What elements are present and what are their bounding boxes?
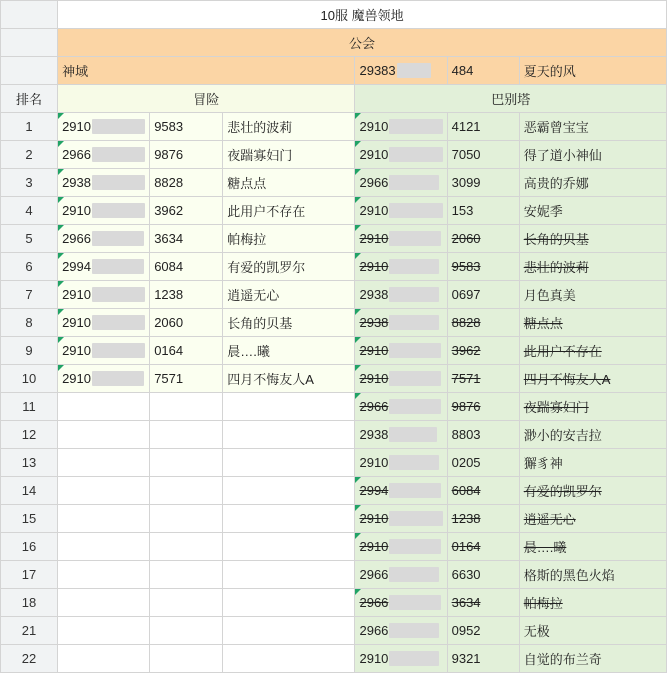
player-id-suffix[interactable]: 7571 <box>150 365 223 393</box>
empty-cell[interactable] <box>223 589 355 617</box>
guild-band-label: 公会 <box>58 29 667 57</box>
player-name[interactable]: 逍遥无心 <box>519 505 666 533</box>
player-id-suffix[interactable]: 3099 <box>447 169 519 197</box>
rank-cell[interactable]: 8 <box>1 309 58 337</box>
header-adventure: 冒险 <box>58 85 355 113</box>
player-id-prefix-cell[interactable] <box>355 533 447 561</box>
row-header-blank-2[interactable] <box>1 57 58 85</box>
player-id-prefix-cell[interactable] <box>58 113 150 141</box>
player-name[interactable]: 晨….曦 <box>223 337 355 365</box>
player-id-suffix[interactable]: 9876 <box>150 141 223 169</box>
player-id-prefix: 2966 <box>62 147 91 162</box>
player-id-prefix: 2910 <box>62 371 91 386</box>
column-header-row <box>1 85 667 113</box>
empty-cell[interactable] <box>150 645 223 673</box>
player-id-prefix: 2994 <box>359 483 389 498</box>
player-id-suffix[interactable]: 1238 <box>150 281 223 309</box>
redacted-block <box>389 315 439 330</box>
table-row[interactable] <box>1 561 667 589</box>
player-id-suffix[interactable]: 3962 <box>150 197 223 225</box>
guild-id-prefix: 29383 <box>359 63 396 78</box>
table-row[interactable] <box>1 533 667 561</box>
player-name[interactable]: 夜踹寡妇门 <box>223 141 355 169</box>
player-name[interactable]: 长角的贝基 <box>223 309 355 337</box>
rank-cell[interactable]: 17 <box>1 561 58 589</box>
redacted-block <box>389 455 439 470</box>
redacted-block <box>389 595 441 610</box>
player-id-prefix-cell[interactable] <box>355 141 447 169</box>
player-id-suffix[interactable]: 7050 <box>447 141 519 169</box>
player-id-prefix-cell[interactable] <box>58 253 150 281</box>
player-name[interactable]: 自觉的布兰奇 <box>519 645 666 673</box>
player-id-prefix: 2910 <box>62 287 91 302</box>
table-row[interactable] <box>1 449 667 477</box>
player-name[interactable]: 安妮季 <box>519 197 666 225</box>
redacted-block <box>389 651 439 666</box>
player-id-suffix[interactable]: 0205 <box>447 449 519 477</box>
redacted-block <box>389 399 441 414</box>
redacted-block <box>389 427 437 442</box>
guild-info-row <box>1 57 667 85</box>
player-id-suffix[interactable]: 0164 <box>447 533 519 561</box>
header-rank: 排名 <box>1 85 58 113</box>
player-id-prefix-cell[interactable] <box>58 169 150 197</box>
player-id-suffix[interactable]: 6084 <box>447 477 519 505</box>
redacted-block <box>92 315 145 330</box>
player-id-prefix-cell[interactable] <box>355 253 447 281</box>
player-id-prefix-cell[interactable] <box>355 561 447 589</box>
player-id-prefix-cell[interactable] <box>355 225 447 253</box>
redacted-block <box>92 119 145 134</box>
redacted-block <box>397 63 431 78</box>
player-id-suffix[interactable]: 6630 <box>447 561 519 589</box>
player-id-prefix: 2910 <box>359 119 389 134</box>
player-id-prefix: 2910 <box>359 651 389 666</box>
player-id-prefix-cell[interactable] <box>355 393 447 421</box>
player-id-prefix: 2938 <box>62 175 91 190</box>
empty-cell[interactable] <box>150 421 223 449</box>
guild-name: 神域 <box>58 57 355 85</box>
player-id-prefix-cell[interactable] <box>58 337 150 365</box>
table-row[interactable] <box>1 253 667 281</box>
player-id-prefix: 2966 <box>359 567 389 582</box>
player-id-prefix: 2938 <box>359 427 389 442</box>
player-name[interactable]: 夜踹寡妇门 <box>519 393 666 421</box>
table-row[interactable] <box>1 113 667 141</box>
table-row[interactable] <box>1 421 667 449</box>
player-name[interactable]: 四月不悔友人A <box>519 365 666 393</box>
rank-cell[interactable]: 5 <box>1 225 58 253</box>
redacted-block <box>92 175 145 190</box>
player-id-prefix-cell[interactable] <box>355 617 447 645</box>
redacted-block <box>92 203 145 218</box>
player-id-prefix: 2910 <box>359 343 389 358</box>
empty-cell[interactable] <box>223 449 355 477</box>
rank-cell[interactable]: 9 <box>1 337 58 365</box>
player-name[interactable]: 帕梅拉 <box>519 589 666 617</box>
redacted-block <box>389 511 442 526</box>
empty-cell[interactable] <box>58 533 150 561</box>
redacted-block <box>92 231 144 246</box>
empty-cell[interactable] <box>58 505 150 533</box>
rank-cell[interactable]: 13 <box>1 449 58 477</box>
player-id-prefix: 2910 <box>62 119 91 134</box>
rank-cell[interactable]: 22 <box>1 645 58 673</box>
redacted-block <box>389 483 441 498</box>
player-name[interactable]: 帕梅拉 <box>223 225 355 253</box>
empty-cell[interactable] <box>223 477 355 505</box>
player-id-prefix: 2966 <box>359 175 389 190</box>
player-name[interactable]: 有爱的凯罗尔 <box>223 253 355 281</box>
empty-cell[interactable] <box>150 449 223 477</box>
redacted-block <box>92 147 145 162</box>
player-id-suffix[interactable]: 8828 <box>150 169 223 197</box>
guild-id <box>355 57 447 85</box>
player-id-prefix: 2966 <box>62 231 91 246</box>
table-row[interactable] <box>1 309 667 337</box>
player-id-prefix-cell[interactable] <box>355 477 447 505</box>
player-id-prefix: 2910 <box>359 203 389 218</box>
player-id-prefix-cell[interactable] <box>355 589 447 617</box>
redacted-block <box>389 623 439 638</box>
rank-cell[interactable]: 11 <box>1 393 58 421</box>
empty-cell[interactable] <box>223 505 355 533</box>
player-id-prefix: 2938 <box>359 287 389 302</box>
empty-cell[interactable] <box>223 561 355 589</box>
player-id-prefix-cell[interactable] <box>355 505 447 533</box>
redacted-block <box>389 567 439 582</box>
player-name[interactable]: 糖点点 <box>519 309 666 337</box>
empty-cell[interactable] <box>58 477 150 505</box>
rank-cell[interactable]: 15 <box>1 505 58 533</box>
empty-cell[interactable] <box>58 561 150 589</box>
player-name[interactable]: 得了道小神仙 <box>519 141 666 169</box>
empty-cell[interactable] <box>223 421 355 449</box>
empty-cell[interactable] <box>58 449 150 477</box>
player-id-prefix: 2966 <box>359 595 389 610</box>
table-row[interactable] <box>1 477 667 505</box>
empty-cell[interactable] <box>223 645 355 673</box>
rank-cell[interactable]: 1 <box>1 113 58 141</box>
table-row[interactable] <box>1 225 667 253</box>
header-tower: 巴别塔 <box>355 85 667 113</box>
player-id-suffix[interactable]: 2060 <box>150 309 223 337</box>
redacted-block <box>92 259 144 274</box>
redacted-block <box>389 231 441 246</box>
table-row[interactable] <box>1 337 667 365</box>
corner-cell[interactable] <box>1 1 58 29</box>
player-name[interactable]: 晨….曦 <box>519 533 666 561</box>
redacted-block <box>389 343 441 358</box>
player-id-prefix-cell[interactable] <box>58 197 150 225</box>
player-id-prefix: 2994 <box>62 259 91 274</box>
player-id-prefix: 2966 <box>359 623 389 638</box>
row-header-blank[interactable] <box>1 29 58 57</box>
player-id-prefix: 2910 <box>359 259 389 274</box>
player-id-suffix[interactable]: 2060 <box>447 225 519 253</box>
redacted-block <box>389 539 441 554</box>
empty-cell[interactable] <box>223 617 355 645</box>
player-id-prefix: 2910 <box>62 203 91 218</box>
table-row[interactable] <box>1 617 667 645</box>
player-id-prefix-cell[interactable] <box>355 449 447 477</box>
player-id-prefix-cell[interactable] <box>355 337 447 365</box>
player-name[interactable]: 渺小的安吉拉 <box>519 421 666 449</box>
player-name[interactable]: 格斯的黑色火焰 <box>519 561 666 589</box>
player-id-suffix[interactable]: 8803 <box>447 421 519 449</box>
player-id-prefix: 2910 <box>359 147 389 162</box>
rank-cell[interactable]: 21 <box>1 617 58 645</box>
redacted-block <box>92 371 144 386</box>
player-id-prefix-cell[interactable] <box>355 281 447 309</box>
rank-cell[interactable]: 4 <box>1 197 58 225</box>
guild-band-row <box>1 29 667 57</box>
player-name[interactable]: 长角的贝基 <box>519 225 666 253</box>
player-id-suffix[interactable]: 3962 <box>447 337 519 365</box>
player-id-suffix[interactable]: 9321 <box>447 645 519 673</box>
rank-cell[interactable]: 18 <box>1 589 58 617</box>
player-id-suffix[interactable]: 6084 <box>150 253 223 281</box>
player-id-prefix-cell[interactable] <box>58 225 150 253</box>
player-id-prefix-cell[interactable] <box>355 197 447 225</box>
empty-cell[interactable] <box>150 393 223 421</box>
player-id-prefix: 2910 <box>62 315 91 330</box>
table-row[interactable] <box>1 141 667 169</box>
redacted-block <box>389 287 439 302</box>
player-id-suffix[interactable]: 9876 <box>447 393 519 421</box>
table-row[interactable] <box>1 281 667 309</box>
player-id-prefix: 2910 <box>359 455 389 470</box>
empty-cell[interactable] <box>150 533 223 561</box>
player-id-suffix[interactable]: 153 <box>447 197 519 225</box>
player-name[interactable]: 四月不悔友人A <box>223 365 355 393</box>
player-name[interactable]: 逍遥无心 <box>223 281 355 309</box>
table-row[interactable] <box>1 505 667 533</box>
rank-cell[interactable]: 6 <box>1 253 58 281</box>
player-name[interactable]: 恶霸曾宝宝 <box>519 113 666 141</box>
player-name[interactable]: 月色真美 <box>519 281 666 309</box>
redacted-block <box>92 287 145 302</box>
player-name[interactable]: 此用户不存在 <box>223 197 355 225</box>
player-id-prefix-cell[interactable] <box>355 309 447 337</box>
player-name[interactable]: 无极 <box>519 617 666 645</box>
empty-cell[interactable] <box>58 645 150 673</box>
table-row[interactable] <box>1 589 667 617</box>
player-name[interactable]: 高贵的乔娜 <box>519 169 666 197</box>
redacted-block <box>92 343 145 358</box>
table-row[interactable] <box>1 393 667 421</box>
rank-cell[interactable]: 12 <box>1 421 58 449</box>
player-id-prefix-cell[interactable] <box>355 113 447 141</box>
player-id-prefix-cell[interactable] <box>355 365 447 393</box>
rank-cell[interactable]: 10 <box>1 365 58 393</box>
player-id-prefix: 2910 <box>359 511 389 526</box>
player-id-suffix[interactable]: 0697 <box>447 281 519 309</box>
player-id-prefix-cell[interactable] <box>355 169 447 197</box>
player-id-prefix: 2910 <box>359 371 389 386</box>
empty-cell[interactable] <box>150 505 223 533</box>
guild-owner: 夏天的风 <box>519 57 666 85</box>
redacted-block <box>389 119 442 134</box>
player-id-prefix-cell[interactable] <box>58 141 150 169</box>
sheet-title: 10服 魔兽领地 <box>58 1 667 29</box>
rank-cell[interactable]: 3 <box>1 169 58 197</box>
player-name[interactable]: 悲壮的波莉 <box>519 253 666 281</box>
player-id-suffix[interactable]: 9583 <box>150 113 223 141</box>
empty-cell[interactable] <box>150 617 223 645</box>
player-id-prefix: 2910 <box>359 539 389 554</box>
player-id-suffix[interactable]: 1238 <box>447 505 519 533</box>
player-id-suffix[interactable]: 4121 <box>447 113 519 141</box>
redacted-block <box>389 371 441 386</box>
player-name[interactable]: 有爱的凯罗尔 <box>519 477 666 505</box>
player-id-prefix-cell[interactable] <box>58 281 150 309</box>
title-row <box>1 1 667 29</box>
rank-cell[interactable]: 14 <box>1 477 58 505</box>
player-id-prefix: 2966 <box>359 399 389 414</box>
empty-cell[interactable] <box>150 477 223 505</box>
table-row[interactable] <box>1 365 667 393</box>
player-id-suffix[interactable]: 0164 <box>150 337 223 365</box>
empty-cell[interactable] <box>58 617 150 645</box>
table-row[interactable] <box>1 197 667 225</box>
rank-cell[interactable]: 7 <box>1 281 58 309</box>
player-id-prefix-cell[interactable] <box>58 365 150 393</box>
table-row[interactable] <box>1 169 667 197</box>
player-id-prefix: 2910 <box>359 231 389 246</box>
empty-cell[interactable] <box>223 393 355 421</box>
player-id-prefix-cell[interactable] <box>355 421 447 449</box>
rank-cell[interactable]: 16 <box>1 533 58 561</box>
empty-cell[interactable] <box>223 533 355 561</box>
rank-cell[interactable]: 2 <box>1 141 58 169</box>
empty-cell[interactable] <box>58 589 150 617</box>
guild-number: 484 <box>447 57 519 85</box>
player-id-suffix[interactable]: 3634 <box>150 225 223 253</box>
player-name[interactable]: 此用户不存在 <box>519 337 666 365</box>
player-id-suffix[interactable]: 0952 <box>447 617 519 645</box>
empty-cell[interactable] <box>58 421 150 449</box>
redacted-block <box>389 259 439 274</box>
redacted-block <box>389 147 442 162</box>
table-row[interactable] <box>1 645 667 673</box>
empty-cell[interactable] <box>150 589 223 617</box>
player-id-suffix[interactable]: 7571 <box>447 365 519 393</box>
redacted-block <box>389 175 439 190</box>
empty-cell[interactable] <box>58 393 150 421</box>
player-id-prefix-cell[interactable] <box>355 645 447 673</box>
player-id-suffix[interactable]: 9583 <box>447 253 519 281</box>
player-name[interactable]: 悲壮的波莉 <box>223 113 355 141</box>
player-id-suffix[interactable]: 8828 <box>447 309 519 337</box>
empty-cell[interactable] <box>150 561 223 589</box>
player-id-prefix: 2910 <box>62 343 91 358</box>
player-id-prefix: 2938 <box>359 315 389 330</box>
player-name[interactable]: 獬豸神 <box>519 449 666 477</box>
player-id-suffix[interactable]: 3634 <box>447 589 519 617</box>
player-id-prefix-cell[interactable] <box>58 309 150 337</box>
player-name[interactable]: 糖点点 <box>223 169 355 197</box>
redacted-block <box>389 203 442 218</box>
